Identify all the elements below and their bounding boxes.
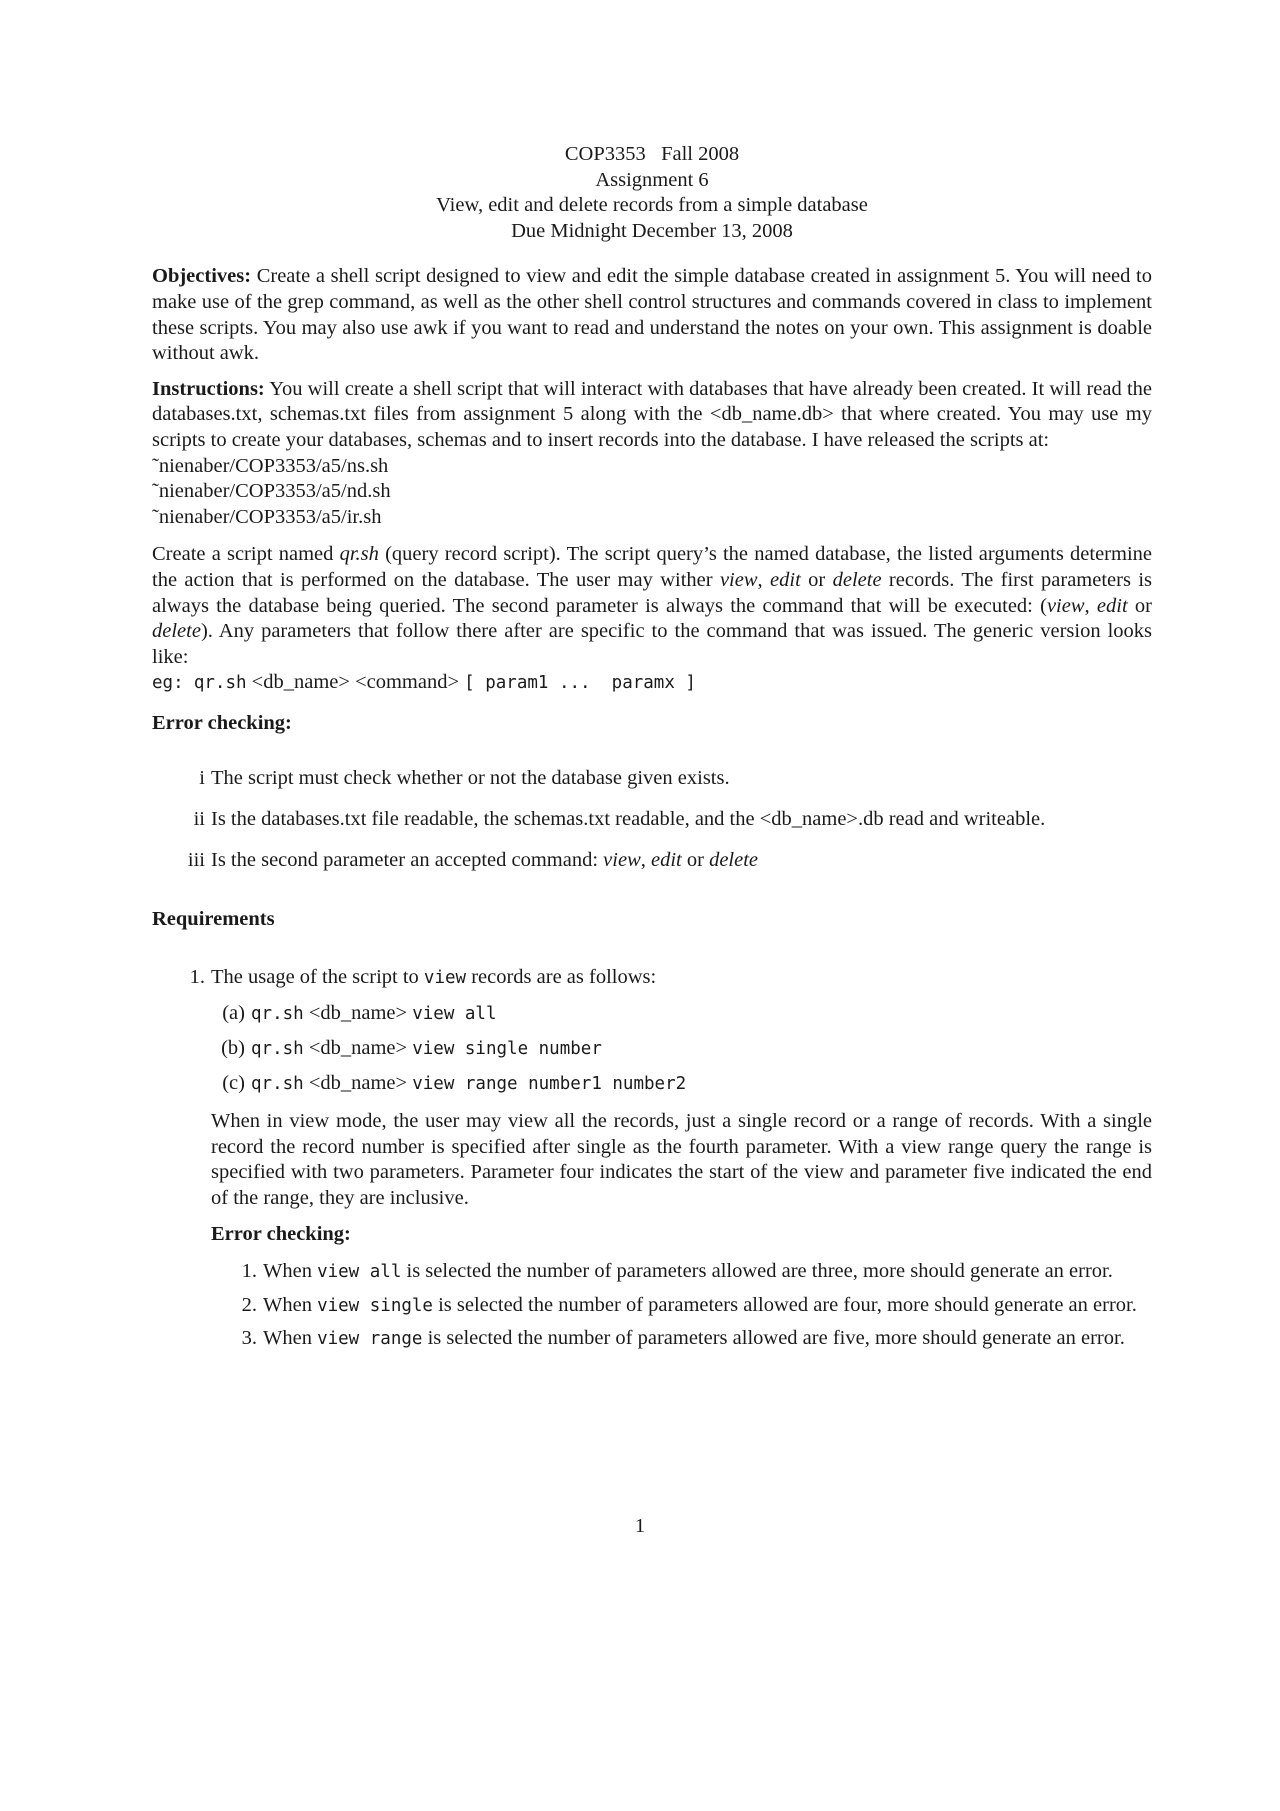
view-error-item — [211, 1259, 1152, 1286]
command-edit: edit — [651, 848, 682, 871]
error-checking-list — [152, 766, 1152, 873]
script-path-2: ˜nienaber/COP3353/a5/nd.sh — [152, 480, 391, 503]
create-text-4: ). Any parameters that follow there after are specific to the command that was issued. The generic version looks like: — [152, 620, 1152, 668]
usage-item — [211, 1071, 1152, 1098]
eg-label: eg: — [152, 673, 184, 694]
requirement-content — [211, 965, 1152, 1360]
list-marker: 2. — [241, 1293, 257, 1316]
list-marker: ii — [193, 808, 205, 831]
error-check-text — [211, 848, 758, 874]
page-number: 1 — [634, 1515, 646, 1537]
instructions-paragraph — [152, 377, 1152, 531]
error-post: is selected the number of parameters allowed are five, more should generate an error. — [422, 1327, 1125, 1350]
create-script-paragraph — [152, 542, 1152, 697]
subtitle-line: View, edit and delete records from a simple database — [436, 194, 868, 217]
list-marker: 3. — [241, 1327, 257, 1350]
error-code: view all — [317, 1262, 402, 1283]
comma: , — [640, 848, 651, 871]
view-error-list — [211, 1259, 1152, 1353]
command-view-2: view — [1046, 594, 1085, 617]
command-delete-2: delete — [152, 620, 201, 643]
view-mode-description: When in view mode, the user may view all the records, just a single record or a range of records. With a single record the record number is specified after single as the fourth parameter. With a view range query the range is specified with two parameters. Parameter four indicates the start of the view and parameter five indicated the end of the range, they are inclusive. — [211, 1110, 1152, 1209]
usage-arg: <db_name> — [303, 1071, 413, 1094]
script-path-3: ˜nienaber/COP3353/a5/ir.sh — [152, 505, 382, 528]
error-pre: When — [263, 1293, 318, 1316]
error-code: view range — [317, 1329, 423, 1350]
script-name: qr.sh — [339, 543, 379, 566]
requirements-heading: Requirements — [152, 908, 275, 931]
usage-arg: <db_name> — [303, 1002, 413, 1025]
instructions-label: Instructions: — [152, 377, 265, 400]
script-path-1: ˜nienaber/COP3353/a5/ns.sh — [152, 454, 389, 477]
error-check-pre: Is the second parameter an accepted command: — [211, 848, 604, 871]
course-line: COP3353 Fall 2008 — [564, 143, 740, 165]
view-error-checking-heading: Error checking: — [211, 1222, 351, 1245]
error-pre: When — [263, 1260, 318, 1283]
usage-rest: view all — [412, 1004, 497, 1025]
due-date-line: Due Midnight December 13, 2008 — [511, 219, 793, 242]
list-marker: (b) — [221, 1037, 245, 1060]
view-error-item — [211, 1293, 1152, 1320]
requirement-intro — [211, 965, 1152, 992]
create-comma-1: , — [757, 568, 771, 591]
usage-command: qr.sh — [251, 1039, 304, 1060]
list-marker: (c) — [222, 1071, 245, 1094]
usage-item — [211, 1001, 1152, 1028]
create-comma-2: , — [1084, 594, 1097, 617]
eg-command: qr.sh — [193, 673, 247, 694]
or-word: or — [681, 848, 710, 871]
error-check-item — [152, 766, 1152, 792]
usage-list — [211, 1001, 1152, 1097]
list-marker: 1. — [189, 965, 205, 988]
command-delete: delete — [832, 568, 882, 591]
usage-rest: view range number1 number2 — [412, 1073, 687, 1094]
list-marker: iii — [187, 848, 205, 871]
objectives-paragraph — [152, 264, 1152, 366]
error-check-item — [152, 807, 1152, 833]
usage-command: qr.sh — [251, 1073, 304, 1094]
intro-pre: The usage of the script to — [211, 965, 424, 988]
objectives-text: Create a shell script designed to view and edit the simple database created in assignment 5. You will need to make use of the grep command, as well as the other shell control structures and commands covered in class to implement these scripts. You may also use awk if you want to read and understand the notes on your own. This assignment is doable without awk. — [152, 265, 1153, 365]
objectives-label: Objectives: — [152, 265, 252, 288]
create-text-2: (query record script). The script query’s the named database, the listed arguments determine the action that is performed on the database. The user may wither — [152, 543, 1152, 591]
command-edit: edit — [770, 568, 801, 591]
usage-command: qr.sh — [251, 1004, 304, 1025]
instructions-text: You will create a shell script that will interact with databases that have already been created. It will read the databases.txt, schemas.txt files from assignment 5 along with the <db_name.db> that where created. You may use my scripts to create your databases, schemas and to insert records into the database. I have released the scripts at: — [152, 377, 1152, 451]
list-marker: i — [199, 767, 205, 790]
usage-item — [211, 1036, 1152, 1063]
generic-usage-example — [152, 670, 1152, 697]
requirements-list — [152, 965, 1152, 1360]
command-view: view — [603, 848, 641, 871]
view-error-item — [211, 1326, 1152, 1353]
error-check-text: Is the databases.txt file readable, the schemas.txt readable, and the <db_name>.db read and writeable. — [211, 808, 1046, 831]
error-checking-heading: Error checking: — [152, 711, 292, 734]
intro-code: view — [423, 967, 467, 988]
error-post: is selected the number of parameters allowed are three, more should generate an error. — [401, 1260, 1113, 1283]
requirement-item — [152, 965, 1152, 1360]
list-marker: 1. — [241, 1260, 257, 1283]
title-block — [152, 142, 1152, 244]
error-check-item — [152, 848, 1152, 874]
create-or-1: or — [800, 568, 833, 591]
eg-params: [ param1 ... paramx ] — [464, 673, 696, 694]
create-text-3: records. The first parameters is always the database being queried. The second parameter is always the command that will be executed: ( — [152, 568, 1152, 617]
error-check-text: The script must check whether or not the database given exists. — [211, 767, 730, 790]
eg-args: <db_name> <command> — [246, 671, 465, 694]
assignment-line: Assignment 6 — [595, 168, 709, 191]
error-code: view single — [317, 1295, 433, 1316]
usage-arg: <db_name> — [303, 1037, 413, 1060]
command-edit-2: edit — [1096, 594, 1128, 617]
create-or-2: or — [1127, 594, 1153, 617]
intro-post: records are as follows: — [466, 965, 657, 988]
error-post: is selected the number of parameters allowed are four, more should generate an error. — [432, 1293, 1137, 1316]
error-pre: When — [263, 1327, 318, 1350]
command-view: view — [719, 568, 758, 591]
command-delete: delete — [709, 848, 759, 871]
document-page — [152, 142, 1152, 1360]
create-text-1: Create a script named — [152, 543, 340, 566]
usage-rest: view single number — [412, 1039, 602, 1060]
list-marker: (a) — [222, 1002, 245, 1025]
